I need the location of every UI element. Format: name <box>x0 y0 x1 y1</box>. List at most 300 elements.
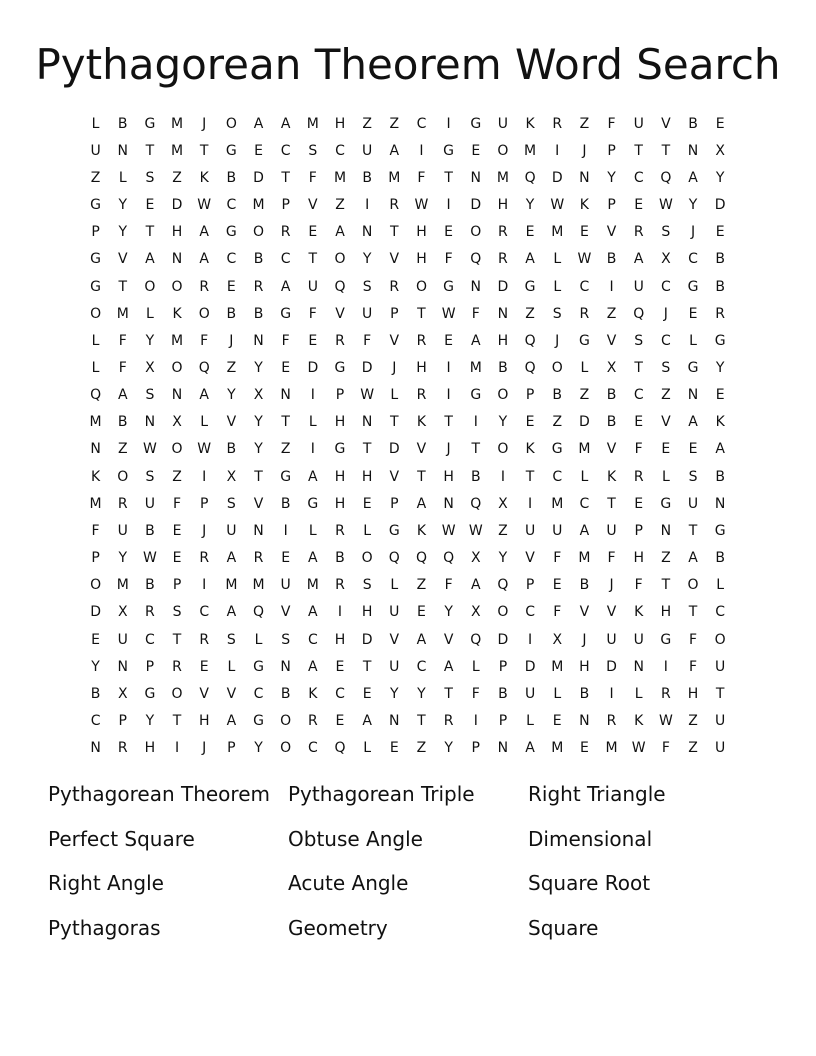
grid-letter: L <box>689 332 697 349</box>
grid-letter: A <box>199 224 209 241</box>
grid-letter: W <box>414 197 429 214</box>
grid-letter: R <box>117 740 128 757</box>
grid-letter: Y <box>254 359 263 376</box>
grid-letter: I <box>310 441 315 458</box>
word-list-item: Pythagorean Theorem <box>48 782 270 806</box>
grid-letter: H <box>660 604 672 621</box>
grid-letter: F <box>471 685 480 702</box>
grid-letter: E <box>335 713 345 730</box>
grid-letter: I <box>528 631 533 648</box>
grid-letter: X <box>253 387 264 404</box>
grid-letter: T <box>417 468 426 485</box>
grid-letter: G <box>225 224 237 241</box>
grid-letter: A <box>715 441 725 458</box>
grid-letter: A <box>470 577 481 594</box>
grid-letter: Q <box>470 631 482 648</box>
grid-letter: Z <box>117 441 128 458</box>
grid-letter: P <box>390 305 399 322</box>
grid-letter: F <box>688 631 698 648</box>
grid-letter: W <box>658 197 673 214</box>
grid-letter: A <box>470 332 481 349</box>
grid-letter: U <box>715 740 726 757</box>
grid-letter: R <box>117 495 128 512</box>
grid-letter: H <box>334 115 346 132</box>
grid-letter: J <box>609 577 614 594</box>
grid-letter: A <box>308 658 318 675</box>
word-list-item: Perfect Square <box>48 826 195 851</box>
grid-letter: T <box>444 169 453 186</box>
grid-letter: L <box>553 278 562 295</box>
grid-letter: E <box>579 740 589 757</box>
grid-letter: J <box>229 332 234 349</box>
grid-letter: V <box>280 604 291 621</box>
grid-letter: T <box>254 468 263 485</box>
grid-letter: E <box>417 604 426 621</box>
grid-letter: B <box>90 685 101 702</box>
grid-letter: G <box>280 305 292 322</box>
grid-letter: D <box>606 658 617 675</box>
grid-letter: L <box>580 468 589 485</box>
grid-letter: P <box>145 658 155 675</box>
grid-letter: A <box>416 631 427 648</box>
grid-letter: Q <box>497 577 509 594</box>
grid-letter: Y <box>145 332 155 349</box>
letter-grid <box>82 110 734 762</box>
grid-letter: O <box>280 740 292 757</box>
grid-letter: A <box>145 251 155 268</box>
grid-letter: G <box>470 387 482 404</box>
grid-letter: E <box>634 197 644 214</box>
grid-letter: R <box>715 305 726 322</box>
grid-letter: Y <box>390 685 399 702</box>
grid-letter: G <box>443 142 455 159</box>
grid-letter: V <box>253 495 264 512</box>
grid-letter: O <box>225 115 237 132</box>
grid-letter: F <box>444 577 453 594</box>
grid-letter: O <box>171 685 183 702</box>
grid-letter: I <box>202 577 207 594</box>
grid-letter: C <box>552 468 563 485</box>
grid-letter: E <box>199 658 209 675</box>
grid-letter: V <box>117 251 128 268</box>
grid-letter: A <box>633 251 644 268</box>
grid-letter: C <box>633 169 644 186</box>
grid-letter: H <box>633 550 644 567</box>
grid-letter: E <box>715 224 725 241</box>
grid-letter: M <box>252 577 265 594</box>
grid-letter: B <box>579 685 590 702</box>
grid-letter: G <box>144 685 156 702</box>
grid-letter: T <box>362 441 372 458</box>
grid-letter: V <box>661 414 671 431</box>
grid-letter: U <box>280 577 291 594</box>
grid-letter: S <box>362 278 372 295</box>
grid-letter: F <box>444 251 453 268</box>
grid-letter: P <box>525 577 535 594</box>
grid-letter: N <box>470 169 481 186</box>
grid-letter: X <box>715 142 725 159</box>
grid-letter: S <box>226 631 236 648</box>
grid-letter: C <box>280 142 291 159</box>
grid-letter: D <box>307 359 319 376</box>
grid-letter: B <box>253 305 264 322</box>
grid-letter: O <box>687 577 699 594</box>
grid-letter: S <box>661 359 671 376</box>
grid-letter: T <box>417 305 426 322</box>
grid-letter: M <box>116 305 129 322</box>
grid-letter: L <box>471 658 480 675</box>
grid-letter: E <box>552 577 562 594</box>
grid-letter: N <box>361 414 373 431</box>
grid-letter: T <box>661 577 671 594</box>
grid-letter: Y <box>118 550 128 567</box>
grid-letter: K <box>634 713 644 730</box>
grid-letter: Q <box>415 550 427 567</box>
grid-letter: E <box>471 142 481 159</box>
grid-letter: G <box>551 441 563 458</box>
word-list-item: Square Root <box>528 871 651 895</box>
grid-letter: O <box>144 278 156 295</box>
grid-letter: L <box>580 359 589 376</box>
grid-letter: U <box>362 142 373 159</box>
grid-letter: W <box>468 522 483 539</box>
grid-letter: F <box>634 577 643 594</box>
grid-letter: O <box>334 251 346 268</box>
grid-letter: M <box>171 332 184 349</box>
grid-letter: M <box>252 197 265 214</box>
grid-letter: Q <box>253 604 265 621</box>
grid-letter: N <box>714 495 726 512</box>
grid-letter: B <box>280 685 291 702</box>
grid-letter: O <box>497 604 509 621</box>
grid-letter: P <box>525 387 535 404</box>
grid-letter: V <box>606 441 617 458</box>
grid-letter: S <box>172 604 182 621</box>
grid-letter: H <box>198 713 210 730</box>
grid-letter: P <box>118 713 127 730</box>
grid-letter: Y <box>254 441 263 458</box>
grid-letter: R <box>660 685 671 702</box>
grid-letter: O <box>714 631 726 648</box>
grid-letter: N <box>171 387 183 404</box>
grid-letter: G <box>144 115 156 132</box>
grid-letter: X <box>117 685 128 702</box>
grid-letter: U <box>633 115 644 132</box>
grid-letter: G <box>578 332 590 349</box>
grid-letter: L <box>308 522 317 539</box>
grid-letter: I <box>663 658 668 675</box>
grid-letter: T <box>281 169 290 186</box>
grid-letter: R <box>199 550 210 567</box>
grid-letter: Y <box>227 387 236 404</box>
grid-letter: U <box>90 142 101 159</box>
grid-letter: Z <box>226 359 237 376</box>
grid-letter: F <box>634 441 643 458</box>
grid-letter: C <box>335 685 345 702</box>
grid-letter: I <box>473 414 478 431</box>
grid-letter: X <box>498 495 508 512</box>
grid-letter: Y <box>254 740 263 757</box>
grid-letter: A <box>579 522 590 539</box>
grid-letter: A <box>117 387 128 404</box>
grid-letter: T <box>607 495 616 512</box>
grid-letter: O <box>497 441 509 458</box>
grid-letter: V <box>389 251 400 268</box>
grid-letter: F <box>607 115 616 132</box>
grid-letter: R <box>199 278 210 295</box>
grid-letter: O <box>470 224 482 241</box>
grid-letter: B <box>715 278 725 295</box>
grid-letter: J <box>202 740 207 757</box>
grid-letter: S <box>661 224 671 241</box>
grid-letter: Q <box>334 740 346 757</box>
grid-letter: U <box>524 685 536 702</box>
grid-letter: K <box>525 115 535 132</box>
grid-letter: X <box>470 604 481 621</box>
grid-letter: C <box>416 115 427 132</box>
grid-letter: K <box>715 414 725 431</box>
grid-letter: U <box>633 278 644 295</box>
grid-letter: T <box>390 224 399 241</box>
grid-letter: F <box>553 550 562 567</box>
grid-letter: G <box>280 468 292 485</box>
grid-letter: L <box>553 685 562 702</box>
grid-letter: U <box>633 631 644 648</box>
grid-letter: T <box>362 658 372 675</box>
grid-letter: H <box>361 468 373 485</box>
grid-letter: U <box>524 522 536 539</box>
grid-letter: Q <box>470 251 482 268</box>
grid-letter: D <box>361 359 373 376</box>
grid-letter: U <box>606 631 617 648</box>
grid-letter: H <box>579 658 590 675</box>
grid-letter: P <box>607 197 616 214</box>
grid-letter: H <box>497 197 509 214</box>
grid-letter: E <box>389 740 399 757</box>
grid-letter: E <box>661 441 671 458</box>
grid-letter: G <box>714 332 726 349</box>
grid-letter: L <box>390 577 399 594</box>
grid-letter: D <box>388 441 400 458</box>
grid-letter: R <box>280 224 291 241</box>
grid-letter: P <box>634 522 643 539</box>
grid-letter: U <box>687 495 699 512</box>
grid-letter: C <box>307 631 318 648</box>
grid-letter: Y <box>254 414 263 431</box>
grid-letter: Q <box>524 332 536 349</box>
grid-letter: C <box>90 713 101 730</box>
grid-letter: H <box>171 224 183 241</box>
grid-letter: V <box>606 332 617 349</box>
grid-letter: F <box>688 658 698 675</box>
grid-letter: E <box>444 224 454 241</box>
grid-letter: W <box>441 305 456 322</box>
grid-letter: T <box>308 251 318 268</box>
grid-letter: O <box>90 305 102 322</box>
grid-letter: R <box>335 332 345 349</box>
grid-letter: Z <box>416 740 427 757</box>
grid-letter: I <box>609 278 614 295</box>
grid-letter: B <box>335 550 345 567</box>
grid-letter: J <box>663 305 668 322</box>
grid-letter: X <box>661 251 671 268</box>
grid-letter: Z <box>525 305 535 322</box>
grid-letter: L <box>254 631 263 648</box>
grid-letter: E <box>254 142 263 159</box>
grid-letter: F <box>363 332 372 349</box>
grid-letter: G <box>253 658 264 675</box>
grid-letter: E <box>226 278 236 295</box>
grid-letter: B <box>226 305 237 322</box>
grid-letter: Z <box>552 414 563 431</box>
grid-letter: F <box>417 169 426 186</box>
grid-letter: B <box>226 169 237 186</box>
grid-letter: Z <box>606 305 617 322</box>
grid-letter: F <box>308 169 317 186</box>
grid-letter: I <box>446 115 451 132</box>
grid-letter: P <box>227 740 236 757</box>
grid-letter: B <box>688 115 698 132</box>
grid-letter: C <box>199 604 210 621</box>
grid-letter: Z <box>172 468 182 485</box>
grid-letter: H <box>497 332 509 349</box>
grid-letter: D <box>361 631 373 648</box>
grid-letter: H <box>144 740 156 757</box>
grid-letter: C <box>253 685 264 702</box>
grid-letter: E <box>634 414 644 431</box>
grid-letter: G <box>334 441 346 458</box>
grid-letter: D <box>90 604 101 621</box>
grid-letter: U <box>144 495 156 512</box>
grid-letter: X <box>117 604 128 621</box>
grid-letter: M <box>388 169 401 186</box>
page-title: Pythagorean Theorem Word Search <box>35 40 781 89</box>
grid-letter: W <box>360 387 375 404</box>
grid-letter: F <box>553 604 562 621</box>
grid-letter: L <box>145 305 154 322</box>
grid-letter: O <box>90 577 102 594</box>
grid-letter: E <box>688 305 698 322</box>
grid-letter: V <box>226 685 237 702</box>
grid-letter: U <box>389 604 400 621</box>
grid-letter: J <box>202 115 207 132</box>
grid-letter: J <box>582 631 587 648</box>
grid-letter: Q <box>470 495 482 512</box>
grid-letter: I <box>609 685 614 702</box>
grid-letter: C <box>688 251 698 268</box>
grid-letter: C <box>226 197 237 214</box>
grid-letter: Y <box>607 169 616 186</box>
grid-letter: D <box>171 197 183 214</box>
grid-letter: O <box>171 278 183 295</box>
grid-letter: I <box>419 142 424 159</box>
grid-letter: I <box>446 359 451 376</box>
grid-letter: G <box>470 115 482 132</box>
grid-letter: R <box>253 550 264 567</box>
grid-letter: E <box>688 441 698 458</box>
grid-letter: H <box>361 604 373 621</box>
grid-letter: B <box>606 387 617 404</box>
grid-letter: U <box>715 658 726 675</box>
grid-letter: I <box>500 468 505 485</box>
grid-letter: Y <box>362 251 372 268</box>
grid-letter: E <box>281 359 291 376</box>
grid-letter: Z <box>579 387 590 404</box>
grid-letter: A <box>335 224 345 241</box>
grid-letter: R <box>579 305 590 322</box>
grid-letter: G <box>388 522 400 539</box>
grid-letter: Q <box>443 550 455 567</box>
grid-letter: G <box>687 359 699 376</box>
grid-letter: E <box>145 197 155 214</box>
grid-letter: I <box>283 522 288 539</box>
grid-letter: K <box>606 468 617 485</box>
grid-letter: Y <box>444 604 453 621</box>
grid-letter: S <box>634 332 644 349</box>
grid-letter: S <box>688 468 698 485</box>
grid-letter: M <box>171 142 184 159</box>
grid-letter: E <box>634 495 644 512</box>
grid-letter: E <box>281 550 291 567</box>
grid-letter: A <box>253 115 264 132</box>
grid-letter: T <box>444 685 453 702</box>
grid-letter: U <box>117 631 128 648</box>
word-list-item: Pythagorean Triple <box>288 782 475 806</box>
grid-letter: Q <box>633 305 645 322</box>
grid-letter: R <box>633 224 644 241</box>
grid-letter: E <box>172 550 182 567</box>
grid-letter: R <box>416 387 427 404</box>
grid-letter: Y <box>444 740 453 757</box>
grid-letter: N <box>280 658 291 675</box>
grid-letter: J <box>446 441 451 458</box>
grid-letter: D <box>497 631 509 648</box>
grid-letter: S <box>552 305 562 322</box>
grid-letter: P <box>91 224 100 241</box>
grid-letter: D <box>497 278 509 295</box>
grid-letter: Y <box>688 197 698 214</box>
grid-letter: Q <box>334 278 346 295</box>
grid-letter: C <box>715 604 726 621</box>
grid-letter: Z <box>389 115 400 132</box>
grid-letter: N <box>497 740 509 757</box>
grid-letter: N <box>253 332 264 349</box>
grid-letter: S <box>226 495 236 512</box>
grid-letter: C <box>660 332 671 349</box>
grid-letter: D <box>524 658 536 675</box>
grid-letter: K <box>308 685 318 702</box>
grid-letter: A <box>308 468 318 485</box>
grid-letter: Q <box>524 169 536 186</box>
grid-letter: E <box>362 495 372 512</box>
grid-letter: R <box>498 251 508 268</box>
grid-letter: Y <box>417 685 426 702</box>
grid-letter: R <box>307 713 318 730</box>
grid-letter: L <box>390 387 399 404</box>
grid-letter: V <box>308 197 318 214</box>
grid-letter: B <box>226 441 237 458</box>
grid-letter: P <box>390 495 399 512</box>
grid-letter: C <box>145 631 155 648</box>
grid-letter: V <box>443 631 454 648</box>
grid-letter: B <box>552 387 563 404</box>
grid-letter: U <box>606 522 617 539</box>
grid-letter: G <box>307 495 319 512</box>
grid-letter: C <box>280 251 291 268</box>
grid-letter: M <box>89 495 102 512</box>
grid-letter: G <box>714 522 726 539</box>
grid-letter: N <box>579 713 590 730</box>
